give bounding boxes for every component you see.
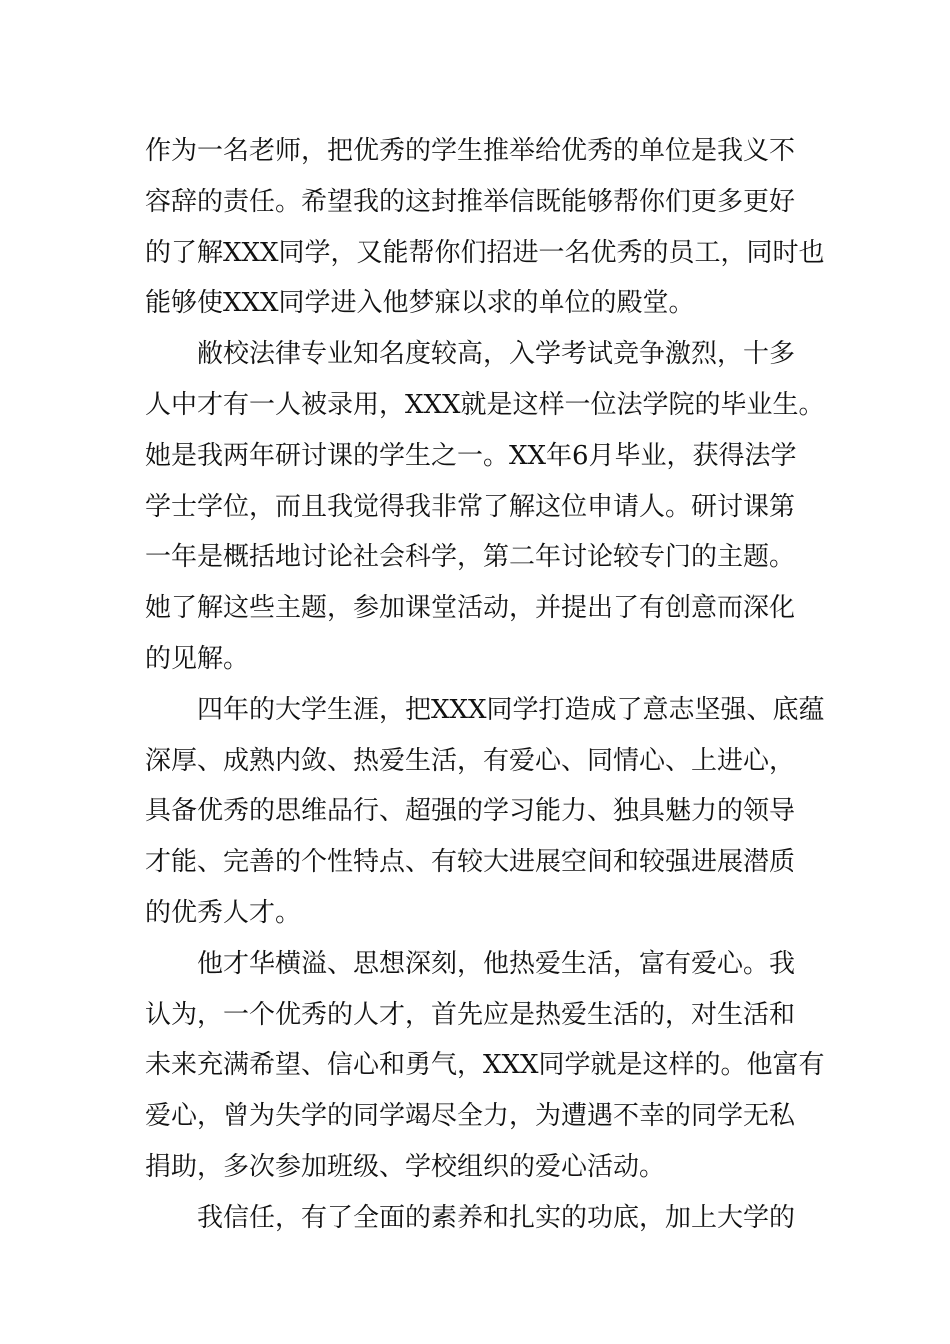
text-line: 具备优秀的思维品行、超强的学习能力、独具魅力的领导 [145,796,796,827]
text-line: 的优秀人才。 [145,897,302,928]
text-line: 学士学位，而且我觉得我非常了解这位申请人。研讨课第 [145,491,796,522]
text-line: 她了解这些主题，参加课堂活动，并提出了有创意而深化 [145,593,796,624]
document-body [145,126,825,1244]
text-line: 爱心，曾为失学的同学竭尽全力，为遭遇不幸的同学无私 [145,1101,796,1132]
paragraph-first-line: 四年的大学生涯，把XXX同学打造成了意志坚强、底蕴 [197,694,825,725]
text-line: 她是我两年研讨课的学生之一。XX年6月毕业，获得法学 [145,440,797,471]
paragraph-first-line: 敝校法律专业知名度较高，入学考试竞争激烈，十多 [197,339,796,370]
text-line: 的了解XXX同学，又能帮你们招进一名优秀的员工，同时也 [145,237,825,268]
text-line: 才能、完善的个性特点、有较大进展空间和较强进展潜质 [145,847,796,878]
text-line: 的见解。 [145,643,250,674]
text-line: 人中才有一人被录用，XXX就是这样一位法学院的毕业生。 [145,389,825,420]
text-line: 作为一名老师，把优秀的学生推举给优秀的单位是我义不 [145,136,796,166]
text-line: 容辞的责任。希望我的这封推举信既能够帮你们更多更好 [145,186,796,217]
text-line: 认为，一个优秀的人才，首先应是热爱生活的，对生活和 [145,999,796,1030]
paragraph-first-line: 他才华横溢、思想深刻，他热爱生活，富有爱心。我 [197,948,796,979]
text-line: 深厚、成熟内敛、热爱生活，有爱心、同情心、上进心， [145,745,796,776]
text-line: 未来充满希望、信心和勇气，XXX同学就是这样的。他富有 [145,1050,825,1081]
text-line: 能够使XXX同学进入他梦寐以求的单位的殿堂。 [145,288,695,319]
paragraph-first-line: 我信任，有了全面的素养和扎实的功底，加上大学的 [197,1202,796,1233]
text-line: 捐助，多次参加班级、学校组织的爱心活动。 [145,1151,666,1182]
text-line: 一年是概括地讨论社会科学，第二年讨论较专门的主题。 [145,542,796,573]
